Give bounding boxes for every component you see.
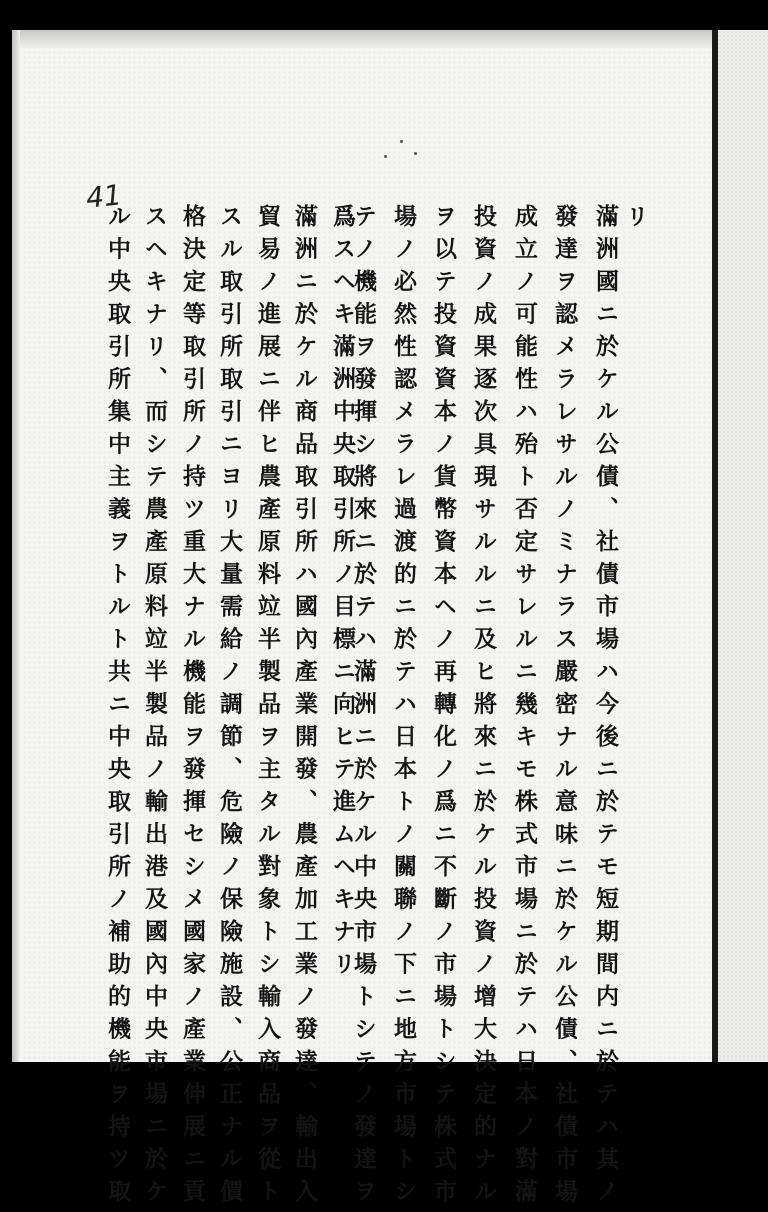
text-column: 滿洲國ニ於ケル公債、社債市場ハ今後ニ於テモ短期間内ニ於テハ其ノ: [592, 204, 619, 1212]
text-column: リ: [622, 204, 649, 237]
page-left-edge: [12, 30, 20, 1062]
text-column: 投資ノ成果逐次具現サルルニ及ヒ將來ニ於ケル投資ノ增大決定的ナル: [470, 204, 497, 1212]
text-column: テノ機能ヲ發揮シ將來ニ於テハ滿洲ニ於ケル中央市場トシテノ發達ヲ: [350, 204, 377, 1212]
text-column: 爲スヘキ滿洲中央取引所ノ目標ニ向ヒテ進ムヘキナリ: [329, 204, 356, 984]
text-column: 場ノ必然性認メラレ過渡的ニ於テハ日本トノ關聯ノ下ニ地方市場トシ: [390, 204, 417, 1212]
text-column: 格決定等取引所ノ持ツ重大ナル機能ヲ發揮セシメ國家ノ產業伸展ニ貢: [179, 204, 206, 1212]
speck: [414, 152, 417, 155]
text-column: スル取引所取引ニヨリ大量需給ノ調節、危險ノ保險施設、公正ナル價: [216, 204, 243, 1212]
speck: [384, 155, 387, 158]
text-column: 成立ノ可能性ハ殆ト否定サレルニ幾キモ株式市場ニ於テハ日本ノ對滿: [511, 204, 538, 1212]
text-column: ヲ以テ投資資本ノ貨幣資本ヘノ再轉化ノ爲ニ不斷ノ市場トシテ株式市: [430, 204, 457, 1212]
text-column: 發達ヲ認メラレサルノミナラス嚴密ナル意味ニ於ケル公債、社債市場: [551, 204, 578, 1212]
text-column: ル中央取引所集中主義ヲトルト共ニ中央取引所ノ補助的機能ヲ持ツ取: [104, 204, 131, 1212]
page-number: 41: [84, 178, 124, 215]
text-column: 滿洲ニ於ケル商品取引所ハ國內產業開發、農產加工業ノ發達、輸出入: [291, 204, 318, 1212]
speck: [400, 140, 403, 143]
text-column: 貿易ノ進展ニ伴ヒ農產原料竝半製品ヲ主タル對象トシ輸入商品ヲ從ト: [254, 204, 281, 1212]
text-column: スヘキナリ、而シテ農產原料竝半製品ノ輸出港及國內中央市場ニ於ケ: [141, 204, 168, 1212]
adjacent-page-edge: [718, 30, 768, 1062]
page-top-edge: [12, 30, 714, 48]
